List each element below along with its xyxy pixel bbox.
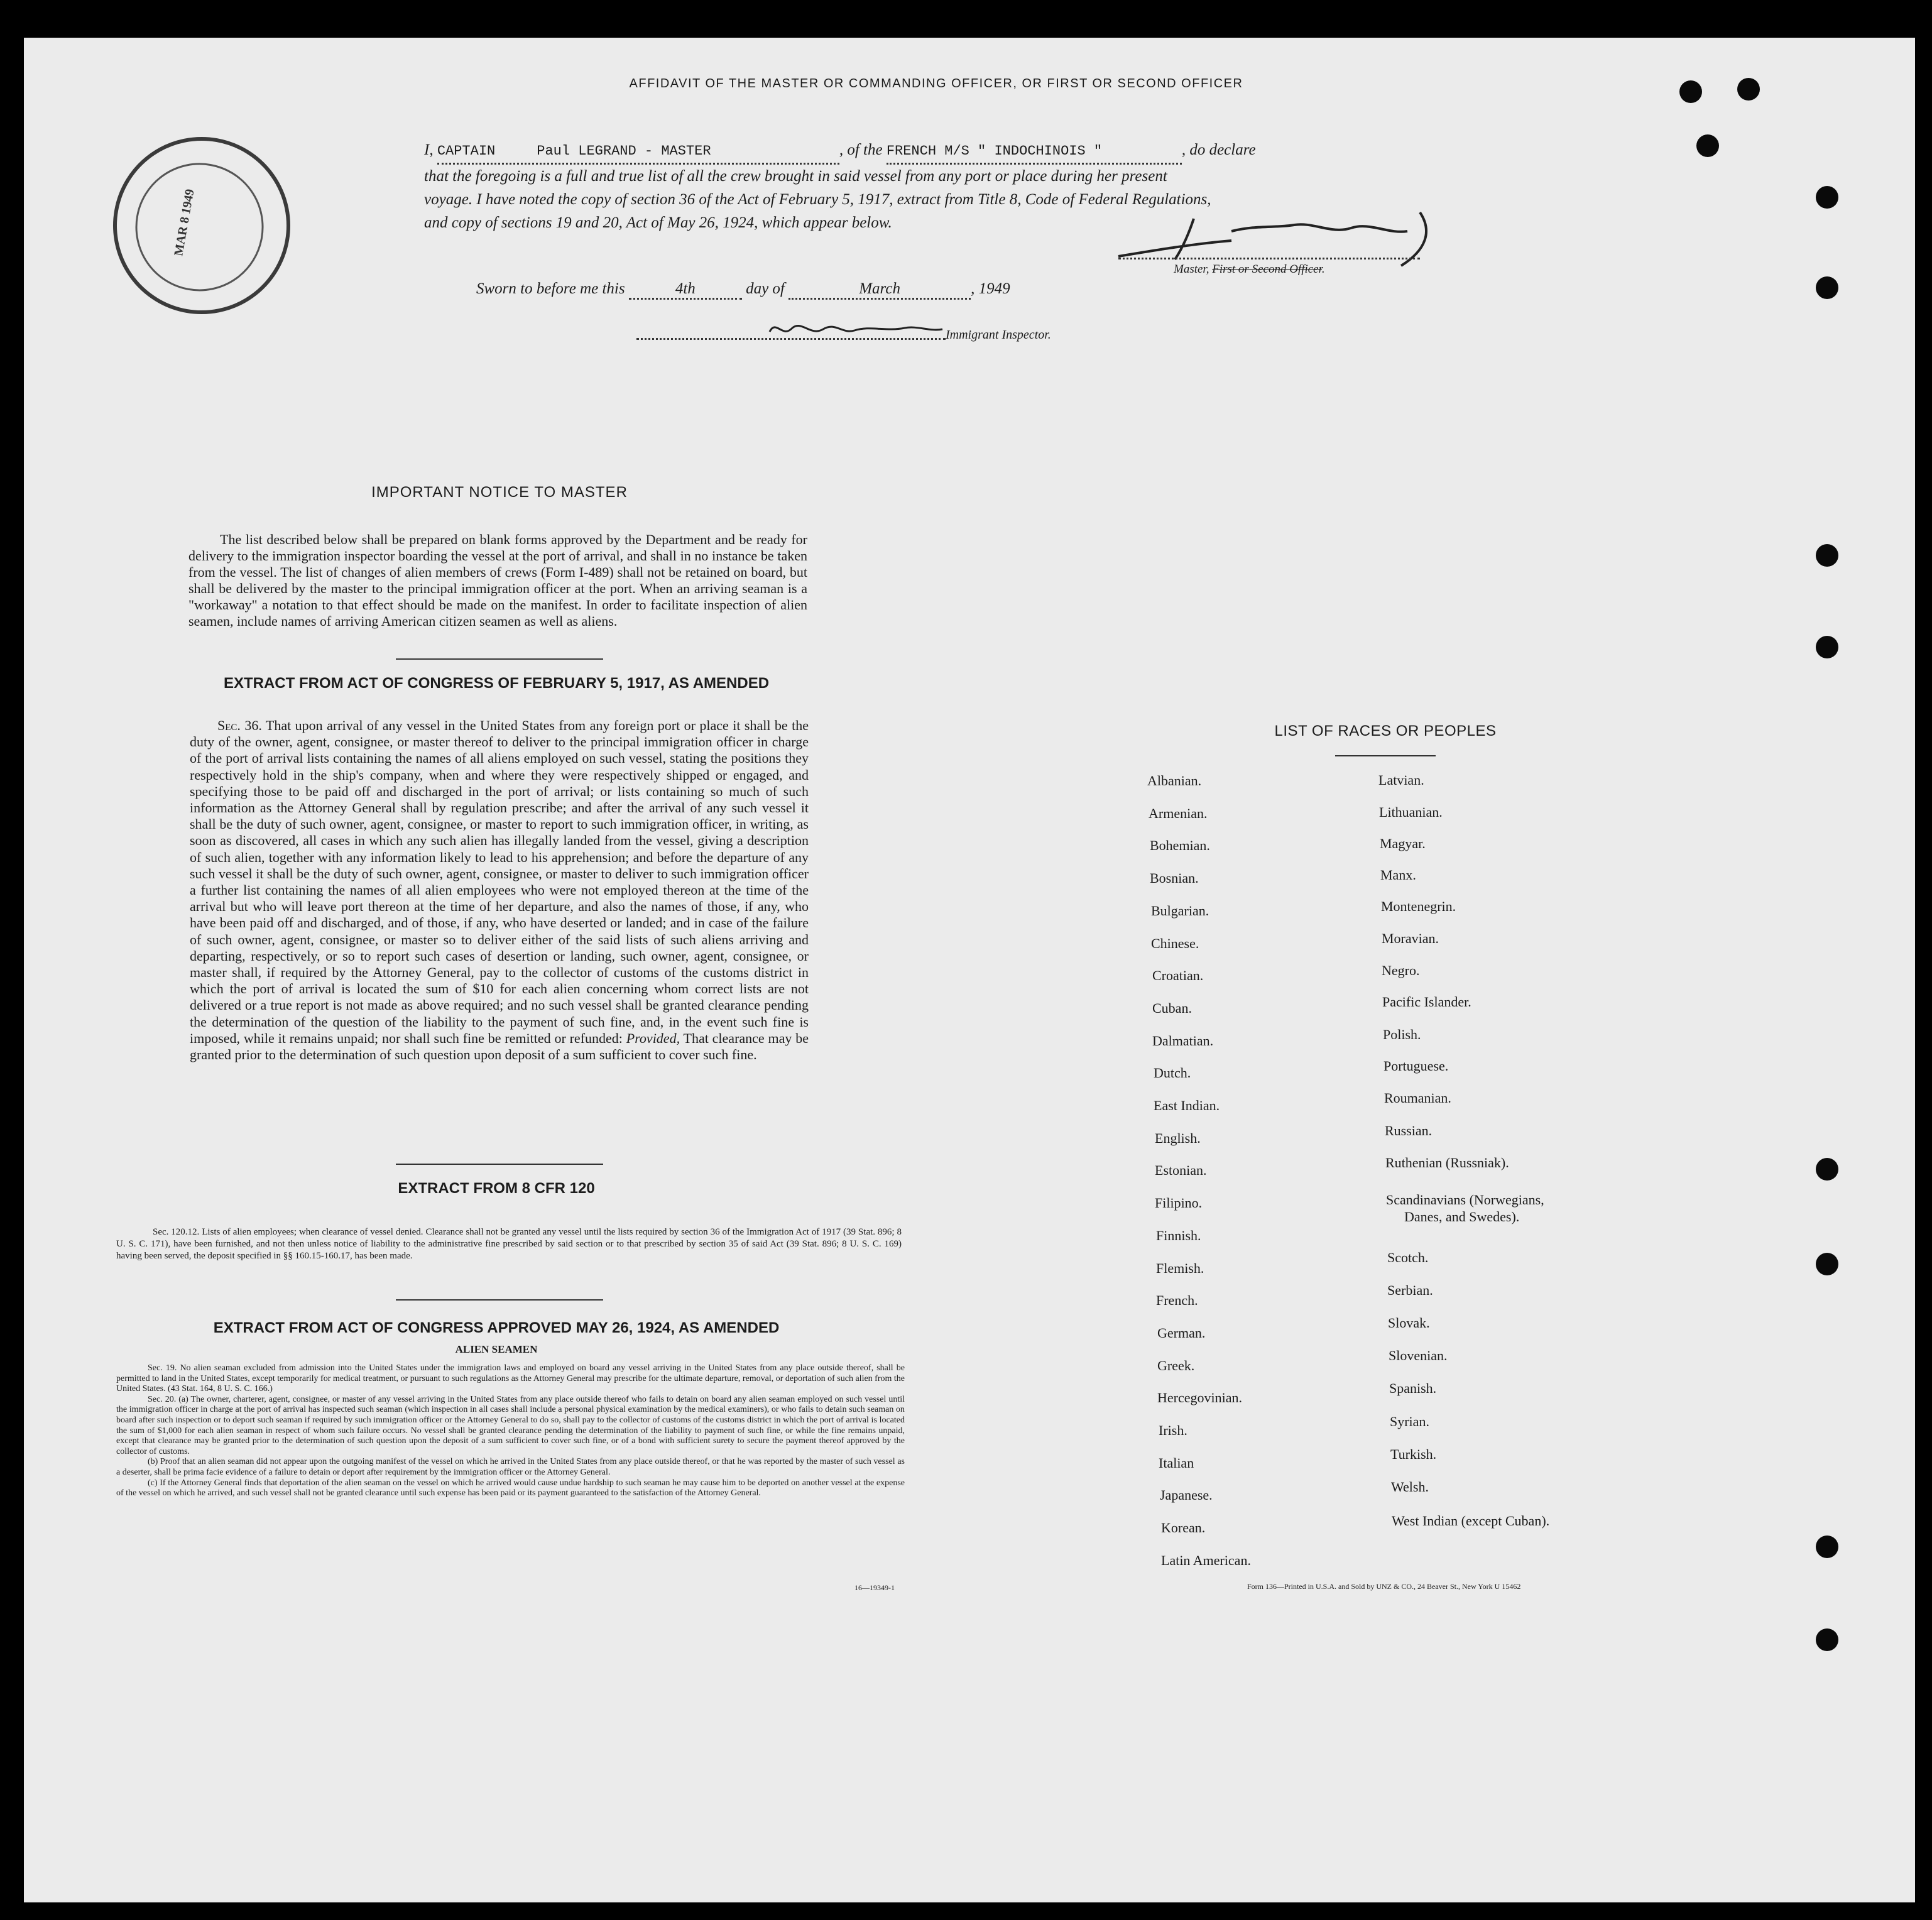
race-item: Bulgarian. bbox=[1151, 902, 1209, 919]
extract-cfr-body: Sec. 120.12. Lists of alien employees; when clearance of vessel denied. Clearance shall not be granted any vessel until the lists required by section 36 of the Immigration Act of 1917 (39 Stat. 896; 8 U. S. C. 171), have been furnished, and not then unless notice of liability to the administrative fine prescribed by said section or to that prescribed by section 35 of said Act (39 Stat. 896; 8 U. S. C. 169) having been served, the deposit specified in §§ 160.15-160.17, has been made. bbox=[116, 1227, 902, 1261]
extract-1924-heading: EXTRACT FROM ACT OF CONGRESS APPROVED MAY 26, 1924, AS AMENDED bbox=[213, 1319, 780, 1336]
race-item: Cuban. bbox=[1152, 1000, 1192, 1016]
master-rank: MASTER bbox=[661, 143, 711, 159]
punch-hole bbox=[1816, 186, 1838, 209]
sec-19: Sec. 19. No alien seaman excluded from admission into the United States under the immigration laws and employed on board any vessel arriving in the United States from any place outside thereof, shall be permitted to land in the United States, except temporarily for medical treatment, or pursuant to such regulations as the Attorney General may prescribe for the ultimate departure, removal, or deportation of such alien from the United States. (43 Stat. 164, 8 U. S. C. 166.) bbox=[116, 1363, 905, 1394]
race-item: Chinese. bbox=[1151, 935, 1199, 951]
race-item: French. bbox=[1156, 1292, 1198, 1309]
race-item: Welsh. bbox=[1391, 1479, 1429, 1495]
punch-hole bbox=[1679, 80, 1702, 103]
race-item: Polish. bbox=[1383, 1027, 1421, 1042]
race-item: Irish. bbox=[1159, 1422, 1187, 1438]
race-item: Slovenian. bbox=[1389, 1348, 1448, 1363]
race-item: Scotch. bbox=[1387, 1250, 1429, 1265]
inspector-caption: Immigrant Inspector. bbox=[946, 328, 1051, 342]
races-heading: LIST OF RACES OR PEOPLES bbox=[1274, 723, 1497, 739]
punch-hole bbox=[1696, 134, 1719, 157]
race-item: Estonian. bbox=[1155, 1162, 1207, 1179]
extract-1917-sec: Sec. 36. bbox=[217, 717, 262, 733]
race-item: Manx. bbox=[1380, 867, 1416, 883]
race-item: Magyar. bbox=[1380, 836, 1426, 851]
punch-hole bbox=[1816, 276, 1838, 299]
punch-hole bbox=[1816, 1253, 1838, 1275]
extract-1924-body bbox=[116, 1363, 905, 1499]
notice-body: The list described below shall be prepared on blank forms approved by the Department and be ready for delivery to the immigration inspector boarding the vessel at the port of arrival, and shall in no instance be taken from the vessel. The list of changes of alien members of crews (Form I-489) shall not be retained on board, but shall be delivered by the master to the principal immigration officer at the port. When an arriving seaman is a "workaway" a notation to that effect should be made on the manifest. In order to facilitate inspection of alien seamen, include names of arriving American citizen seamen as well as aliens. bbox=[188, 532, 807, 629]
sec-20a: Sec. 20. (a) The owner, charterer, agent, consignee, or master of any vessel arriving in the United States from any place outside thereof who fails to detain on board any alien seaman employed on such vessel until the immigration officer in charge at the port of arrival has inspected such seaman (which inspection in all cases shall include a personal physical examination by the medical examiners), or who fails to detain such seaman on board after such inspection or to deport such seaman if required by such immigration officer or the Attorney General to do so, shall pay to the collector of customs of the customs district in which the port of arrival is located the sum of $1,000 for each alien seaman in respect of whom such failure occurs. No vessel shall be granted clearance pending the determination of the liability to payment of such fine, or while the fine remains unpaid, except that clearance may be granted prior to the determination of such question upon the deposit of a sum sufficient to cover such fine, or of a bond with sufficient surety to secure the payment thereof approved by the collector of customs. bbox=[116, 1394, 905, 1456]
sworn-line: Sworn to before me this 4th day of March , 1949 bbox=[476, 280, 1010, 300]
race-item: Serbian. bbox=[1387, 1282, 1433, 1298]
affidavit-line-1: I, CAPTAIN Paul LEGRAND - MASTER , of the FRENCH M/S " INDOCHINOIS " , do declare bbox=[424, 138, 1454, 165]
race-item: Montenegrin. bbox=[1381, 898, 1456, 914]
race-item: English. bbox=[1155, 1130, 1201, 1146]
race-item: Lithuanian. bbox=[1379, 804, 1443, 820]
alien-seamen-subheading: ALIEN SEAMEN bbox=[455, 1343, 538, 1355]
punch-hole bbox=[1816, 1628, 1838, 1651]
race-item: Portuguese. bbox=[1384, 1058, 1449, 1074]
vessel-name: FRENCH M/S " INDOCHINOIS " bbox=[887, 139, 1182, 165]
race-item: Dalmatian. bbox=[1152, 1032, 1214, 1049]
race-item: Finnish. bbox=[1156, 1227, 1201, 1243]
punch-hole bbox=[1816, 544, 1838, 567]
race-item: Flemish. bbox=[1156, 1260, 1204, 1276]
race-item: Negro. bbox=[1382, 963, 1420, 978]
race-item: Bohemian. bbox=[1150, 837, 1210, 854]
affidavit-line-2: that the foregoing is a full and true list of all the crew brought in said vessel from any port or place during her present bbox=[424, 168, 1167, 185]
affidavit-line-3: voyage. I have noted the copy of section 36 of the Act of February 5, 1917, extract from Title 8, Code of Federal Regulations, bbox=[424, 191, 1211, 208]
race-item: Italian bbox=[1159, 1454, 1194, 1471]
extract-1917-heading: EXTRACT FROM ACT OF CONGRESS OF FEBRUARY 5, 1917, AS AMENDED bbox=[223, 675, 770, 692]
race-item: Croatian. bbox=[1152, 968, 1204, 984]
form-footer: Form 136—Printed in U.S.A. and Sold by UNZ & CO., 24 Beaver St., New York U 15462 bbox=[1247, 1582, 1521, 1591]
punch-hole bbox=[1737, 78, 1760, 101]
race-item: Ruthenian (Russniak). bbox=[1385, 1155, 1509, 1170]
affidavit-title: AFFIDAVIT OF THE MASTER OR COMMANDING OFFICER, OR FIRST OR SECOND OFFICER bbox=[629, 77, 1243, 90]
race-item: Spanish. bbox=[1389, 1380, 1437, 1396]
race-item: Roumanian. bbox=[1384, 1090, 1451, 1106]
race-item: Slovak. bbox=[1388, 1315, 1430, 1331]
race-item: Japanese. bbox=[1160, 1487, 1213, 1503]
affidavit-line-4: and copy of sections 19 and 20, Act of May 26, 1924, which appear below. bbox=[424, 214, 892, 231]
punch-hole bbox=[1816, 636, 1838, 658]
race-item: Moravian. bbox=[1382, 930, 1439, 946]
race-item: Dutch. bbox=[1154, 1065, 1191, 1081]
race-item: Latin American. bbox=[1161, 1552, 1251, 1568]
sec-20c: (c) If the Attorney General finds that deportation of the alien seaman on the vessel on which he arrived would cause undue hardship to such seaman he may cause him to be deported on another vessel at the expense of the vessel on which he arrived, and such vessel shall not be granted clearance until such expense has been paid or its payment guaranteed to the satisfaction of the Attorney General. bbox=[116, 1478, 905, 1498]
sworn-year: 49 bbox=[994, 280, 1010, 297]
race-item: Korean. bbox=[1161, 1520, 1206, 1536]
race-item: East Indian. bbox=[1154, 1098, 1220, 1113]
race-item: Albanian. bbox=[1147, 773, 1202, 788]
notice-heading: IMPORTANT NOTICE TO MASTER bbox=[371, 484, 628, 501]
sworn-month: March bbox=[789, 280, 971, 300]
race-item: West Indian (except Cuban). bbox=[1392, 1513, 1550, 1529]
signature-caption: Master, First or Second Officer. bbox=[1174, 263, 1325, 276]
race-item: Pacific Islander. bbox=[1382, 994, 1471, 1010]
race-item: Syrian. bbox=[1390, 1414, 1429, 1429]
race-item: Filipino. bbox=[1155, 1195, 1203, 1211]
stamp-date: MAR 8 1949 bbox=[172, 188, 197, 258]
print-code: 16—19349-1 bbox=[854, 1583, 895, 1592]
race-item: Hercegovinian. bbox=[1157, 1390, 1242, 1406]
race-item: German. bbox=[1157, 1324, 1206, 1341]
sworn-day: 4th bbox=[629, 280, 742, 300]
race-item: Armenian. bbox=[1149, 805, 1208, 821]
race-item: Turkish. bbox=[1390, 1446, 1437, 1462]
sec-20b: (b) Proof that an alien seaman did not appear upon the outgoing manifest of the vessel on which he arrived in the United States from any place outside thereof, or that he was reported by the master of such vessel as a deserter, shall be prima facie evidence of a failure to detain or deport after requirement by the immigration officer or the Attorney General. bbox=[116, 1457, 905, 1477]
race-item: Greek. bbox=[1157, 1357, 1195, 1373]
master-signature bbox=[1106, 206, 1458, 269]
race-item: Danes, and Swedes). bbox=[1404, 1209, 1520, 1225]
punch-hole bbox=[1816, 1535, 1838, 1558]
master-name: Paul LEGRAND bbox=[537, 143, 636, 159]
race-item: Scandinavians (Norwegians, bbox=[1386, 1192, 1544, 1208]
punch-hole bbox=[1816, 1158, 1838, 1181]
race-item: Bosnian. bbox=[1150, 870, 1199, 886]
captain-title: CAPTAIN bbox=[437, 143, 496, 159]
race-item: Russian. bbox=[1385, 1123, 1433, 1138]
race-item: Latvian. bbox=[1378, 772, 1424, 788]
extract-1917-body: Sec. 36. That upon arrival of any vessel in the United States from any foreign port or place it shall be the duty of the owner, agent, consignee, or master thereof to deliver to the principal immigration officer in charge of the port of arrival lists containing the names of all aliens employed on such vessel, stating the positions they respectively hold in the ship's company, when and where they were respectively shipped or engaged, and specifying those to be paid off and discharged in the port of arrival; or lists containing so much of such information as the Attorney General shall by regulation prescribe; and after the arrival of any such vessel it shall be the duty of such owner, agent, consignee, or master to report to such immigration officer, in writing, as soon as discovered, all cases in which any such alien has illegally landed from the vessel, giving a description of such alien, together with any information likely to lead to his apprehension; and before the departure of any such vessel it shall be the duty of such owner, agent, consignee, or master to deliver to such immigration officer a further list containing the names of all alien employees who were not employed thereon at the time of the arrival but who will leave port thereon at the time of her departure, and also the names of those, if any, who have been paid off and discharged, and of those, if any, who have deserted or landed; and in case of the failure of such owner, agent, consignee, or master so to deliver either of the said lists of such aliens arriving and departing, respectively, or so to report such cases of desertion or landing, such owner, agent, consignee, or master shall, if required by the Attorney General, pay to the collector of customs of the customs district in which the port of arrival is located the sum of $10 for each alien concerning whom correct lists are not delivered or a true report is not made as above required; and no such vessel shall be granted clearance pending the determination of the question of the liability to the payment of such fine, and, in the event such fine is imposed, while it remains unpaid; nor shall such fine be remitted or refunded: Provided, That clearance may be granted prior to the determination of such question upon deposit of a sum sufficient to cover such fine. bbox=[190, 717, 809, 1063]
extract-cfr-heading: EXTRACT FROM 8 CFR 120 bbox=[398, 1180, 595, 1197]
